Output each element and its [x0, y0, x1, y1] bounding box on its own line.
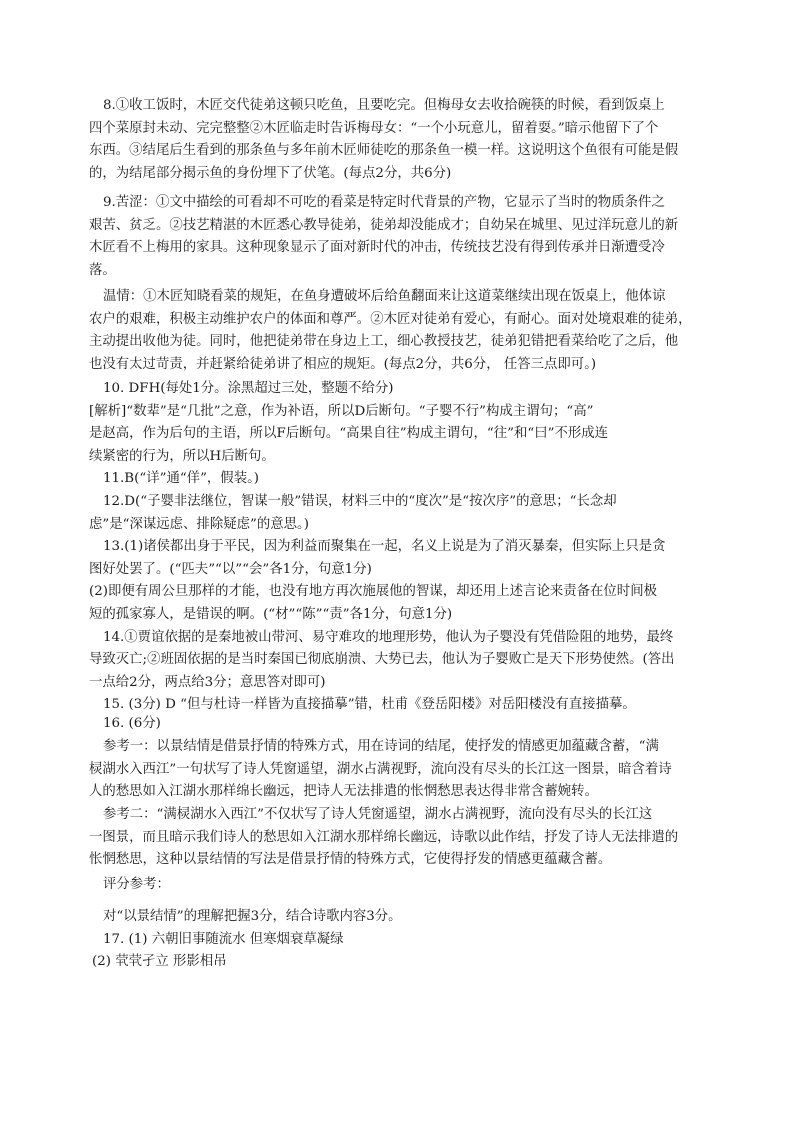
answer-17-2 [92, 951, 722, 974]
answer-13-2-cont: 短的孤家寡人，是错误的啊。(“材”“陈”“责”各1分，句意1分) [89, 606, 453, 622]
text-line: 人的愁思如入江湖水那样绵长幽远，把诗人无法排遣的怅惘愁思表达得非常含蓄婉转。 [89, 784, 598, 800]
answers-10-15 [89, 378, 719, 717]
scoring-label [89, 874, 719, 897]
text-line: 8.①收工饭时，木匠交代徒弟这顿只吃鱼，且要吃完。但梅母女去收拾碗筷的时候，看到饭桌上 [103, 98, 665, 113]
answer-16-header [89, 713, 719, 736]
answer-10-analysis: 续紧密的行为，所以H后断句。 [89, 448, 275, 464]
answer-13-2: (2)即便有周公旦那样的才能，也没有地方再次施展他的智谋，却还用上述言论来责备在位时间极 [89, 584, 657, 600]
answer-16-ref2 [89, 804, 719, 872]
text-line: 9.苦涩：①文中描绘的可看却不可吃的看菜是特定时代背景的产物，它显示了当时的物质条件之 [103, 195, 665, 210]
text-line: 东西。③结尾后生看到的那条鱼与多年前木匠师徒吃的那条鱼一模一样。这说明这个鱼很有可能是假 [89, 143, 679, 159]
answer-10-line: 10. DFH(每处1分。涂黑超过三处，整题不给分) [103, 381, 394, 396]
answer-12: 12.D(“子婴非法继位，智谋一般”错误，材料三中的“度次”是“按次序”的意思；“长念却 [103, 493, 617, 509]
text-line: (2) 茕茕孑立 形影相吊 [92, 954, 227, 969]
text-line: 棂湖水入西江”一句状写了诗人凭窗遥望，湖水占满视野，流向没有尽头的长江这一图景，暗含着诗 [89, 761, 672, 777]
answer-8 [89, 95, 719, 185]
answer-13-cont: 图好处罢了。(“匹夫”“以”“会”各1分，句意1分) [89, 561, 372, 577]
answer-10-analysis: 是赵高，作为后句的主语，所以F后断句。“高果自往”构成主谓句，“往”和“曰”不形成连 [89, 426, 609, 442]
text-line: 也没有太过苛责，并赶紧给徒弟讲了相应的规矩。(每点2分，共6分， 任答三点即可。) [89, 356, 597, 372]
text-line: 农户的艰难，积极主动维护农户的体面和尊严。②木匠对徒弟有爱心，有耐心。面对处境艰难的徒弟， [89, 311, 692, 327]
answer-13: 13.(1)诸侯都出身于平民，因为利益而聚集在一起，名义上说是为了消灭暴秦，但实际上只是贪 [103, 539, 666, 555]
text-line: 一图景，而且暗示我们诗人的愁思如入江湖水那样绵长幽远，诗歌以此作结，抒发了诗人无法排遣的 [89, 829, 679, 845]
answer-10-analysis: [解析]“数辈”是“几批”之意，作为补语，所以D后断句。“子婴不行”构成主谓句；“高” [89, 403, 594, 419]
text-line: 主动提出收他为徒。同时，他把徒弟带在身边上工，细心教授技艺，徒弟犯错把看菜给吃了之后，他 [89, 334, 679, 350]
answer-12-cont: 虑”是“深谋远虑、排除疑虑”的意思。) [89, 516, 309, 532]
text-line: 艰苦、贫乏。②技艺精湛的木匠悉心教导徒弟，徒弟却没能成才；自幼呆在城里、见过洋玩意儿的新 [89, 217, 679, 233]
text-line: 参考二：“满棂湖水入西江”不仅状写了诗人凭窗遥望，湖水占满视野，流向没有尽头的长江这 [103, 807, 653, 822]
answer-17-1: 17. (1) 六朝旧事随流水 但寒烟衰草凝绿 [103, 931, 344, 947]
answer-15: 15. (3分) D “但与杜诗一样皆为直接描摹”错，杜甫《登岳阳楼》对岳阳楼没有直接描摹。 [103, 697, 636, 713]
text-line: 16. (6分) [103, 716, 161, 731]
answer-14-cont: 一点给2分，两点给3分；意思答对即可) [89, 674, 326, 690]
answer-9-bitterness [89, 192, 719, 282]
text-line: 的，为结尾部分揭示鱼的身份埋下了伏笔。(每点2分，共6分) [89, 165, 452, 181]
scoring-text [89, 906, 719, 951]
text-line: 木匠看不上梅用的家具。这种现象显示了面对新时代的冲击，传统技艺没有得到传承并日渐遭受冷 [89, 240, 665, 256]
text-line: 温情：①木匠知晓看菜的规矩，在鱼身遭破坏后给鱼翻面来让这道菜继续出现在饭桌上，他体谅 [103, 289, 666, 304]
answer-11: 11.B(“详”通“佯”，假装。) [103, 471, 260, 487]
answer-16-ref1 [89, 736, 719, 804]
text-line: 四个菜原封未动、完完整整②木匠临走时告诉梅母女：“一个小玩意儿，留着耍。”暗示他留下了个 [89, 120, 659, 136]
text-line: 怅惘愁思，这种以景结情的写法是借景抒情的特殊方式，它使得抒发的情感更蕴藏含蓄。 [89, 852, 612, 868]
text-line: 评分参考： [103, 877, 170, 892]
answer-14-cont: 导致灭亡;②班固依据的是当时秦国已彻底崩溃、大势已去，他认为子婴败亡是天下形势使然。(答出 [89, 652, 675, 668]
answer-9-warmth [89, 286, 719, 376]
text-line: 落。 [89, 262, 116, 278]
text-line: 对“以景结情”的理解把握3分，结合诗歌内容3分。 [103, 909, 402, 924]
answer-14: 14.①贾谊依据的是秦地被山带河、易守难攻的地理形势，他认为子婴没有凭借险阻的地势，最终 [103, 629, 674, 645]
text-line: 参考一：以景结情是借景抒情的特殊方式，用在诗词的结尾，使抒发的情感更加蕴藏含蓄，“满 [103, 739, 659, 754]
